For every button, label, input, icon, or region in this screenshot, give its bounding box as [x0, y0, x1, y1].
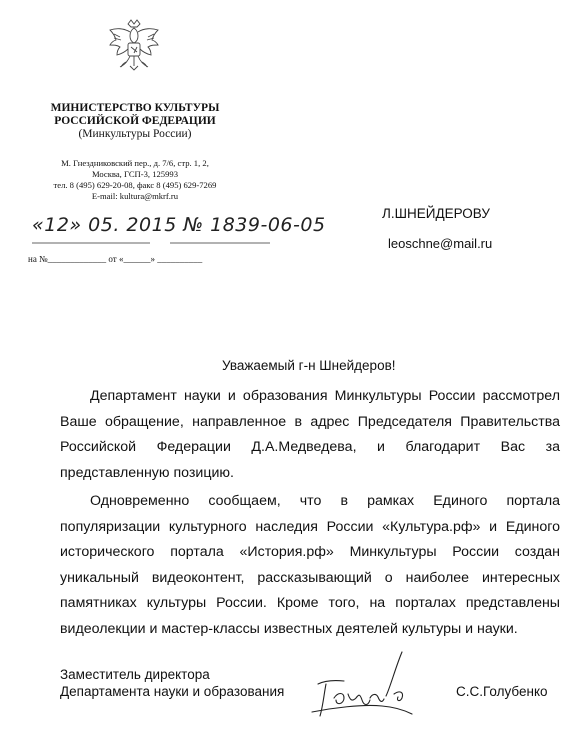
russian-coat-of-arms-icon: [106, 18, 162, 76]
ministry-block: [40, 102, 230, 141]
addressee-name: Л.ШНЕЙДЕРОВУ: [382, 206, 490, 221]
ministry-name-line2: РОССИЙСКОЙ ФЕДЕРАЦИИ: [54, 115, 216, 127]
addressee-email: leoschne@mail.ru: [388, 236, 493, 251]
signatory-title: [60, 666, 284, 700]
ministry-contacts: [40, 158, 230, 202]
ministry-short-name: (Минкультуры России): [78, 128, 192, 140]
paragraph-2: Одновременно сообщаем, что в рамках Единого портала популяризации культурного наследия России «Культура.рф» и Единого исторического портала «История.рф» Минкультуры России создан уникальный видеоконтент, рассказывающий о наиболее интересных памятниках культуры России. Кроме того, на порталах представлены видеолекции и мастер-классы известных деятелей культуры и науки.: [60, 493, 560, 637]
signatory-name: С.С.Голубенко: [456, 684, 548, 699]
registration-underline: [30, 215, 290, 245]
greeting: Уважаемый г-н Шнейдеров!: [222, 358, 396, 373]
address-line2: Москва, ГСП-3, 125993: [91, 169, 178, 179]
ministry-name-line1: МИНИСТЕРСТВО КУЛЬТУРЫ: [50, 102, 220, 114]
signatory-title-line2: Департамента науки и образования: [60, 684, 285, 699]
handwritten-signature-icon: [300, 648, 430, 730]
reference-line: на №_____________ от «______» __________: [28, 254, 203, 264]
phone-line: тел. 8 (495) 629-20-08, факс 8 (495) 629-7269: [53, 180, 217, 190]
address-line1: М. Гнездниковский пер., д. 7/6, стр. 1, 2,: [61, 158, 209, 168]
paragraph-1: Департамент науки и образования Минкультуры России рассмотрел Ваше обращение, направленное в адрес Председателя Правительства Российской Федерации Д.А.Медведева, и благодарит Вас за представленную позицию.: [60, 388, 560, 481]
email-line: E-mail: kultura@mkrf.ru: [91, 191, 179, 201]
signatory-title-line1: Заместитель директора: [60, 667, 210, 682]
registration-number: «12» 05. 2015 № 1839-06-05: [32, 214, 326, 236]
